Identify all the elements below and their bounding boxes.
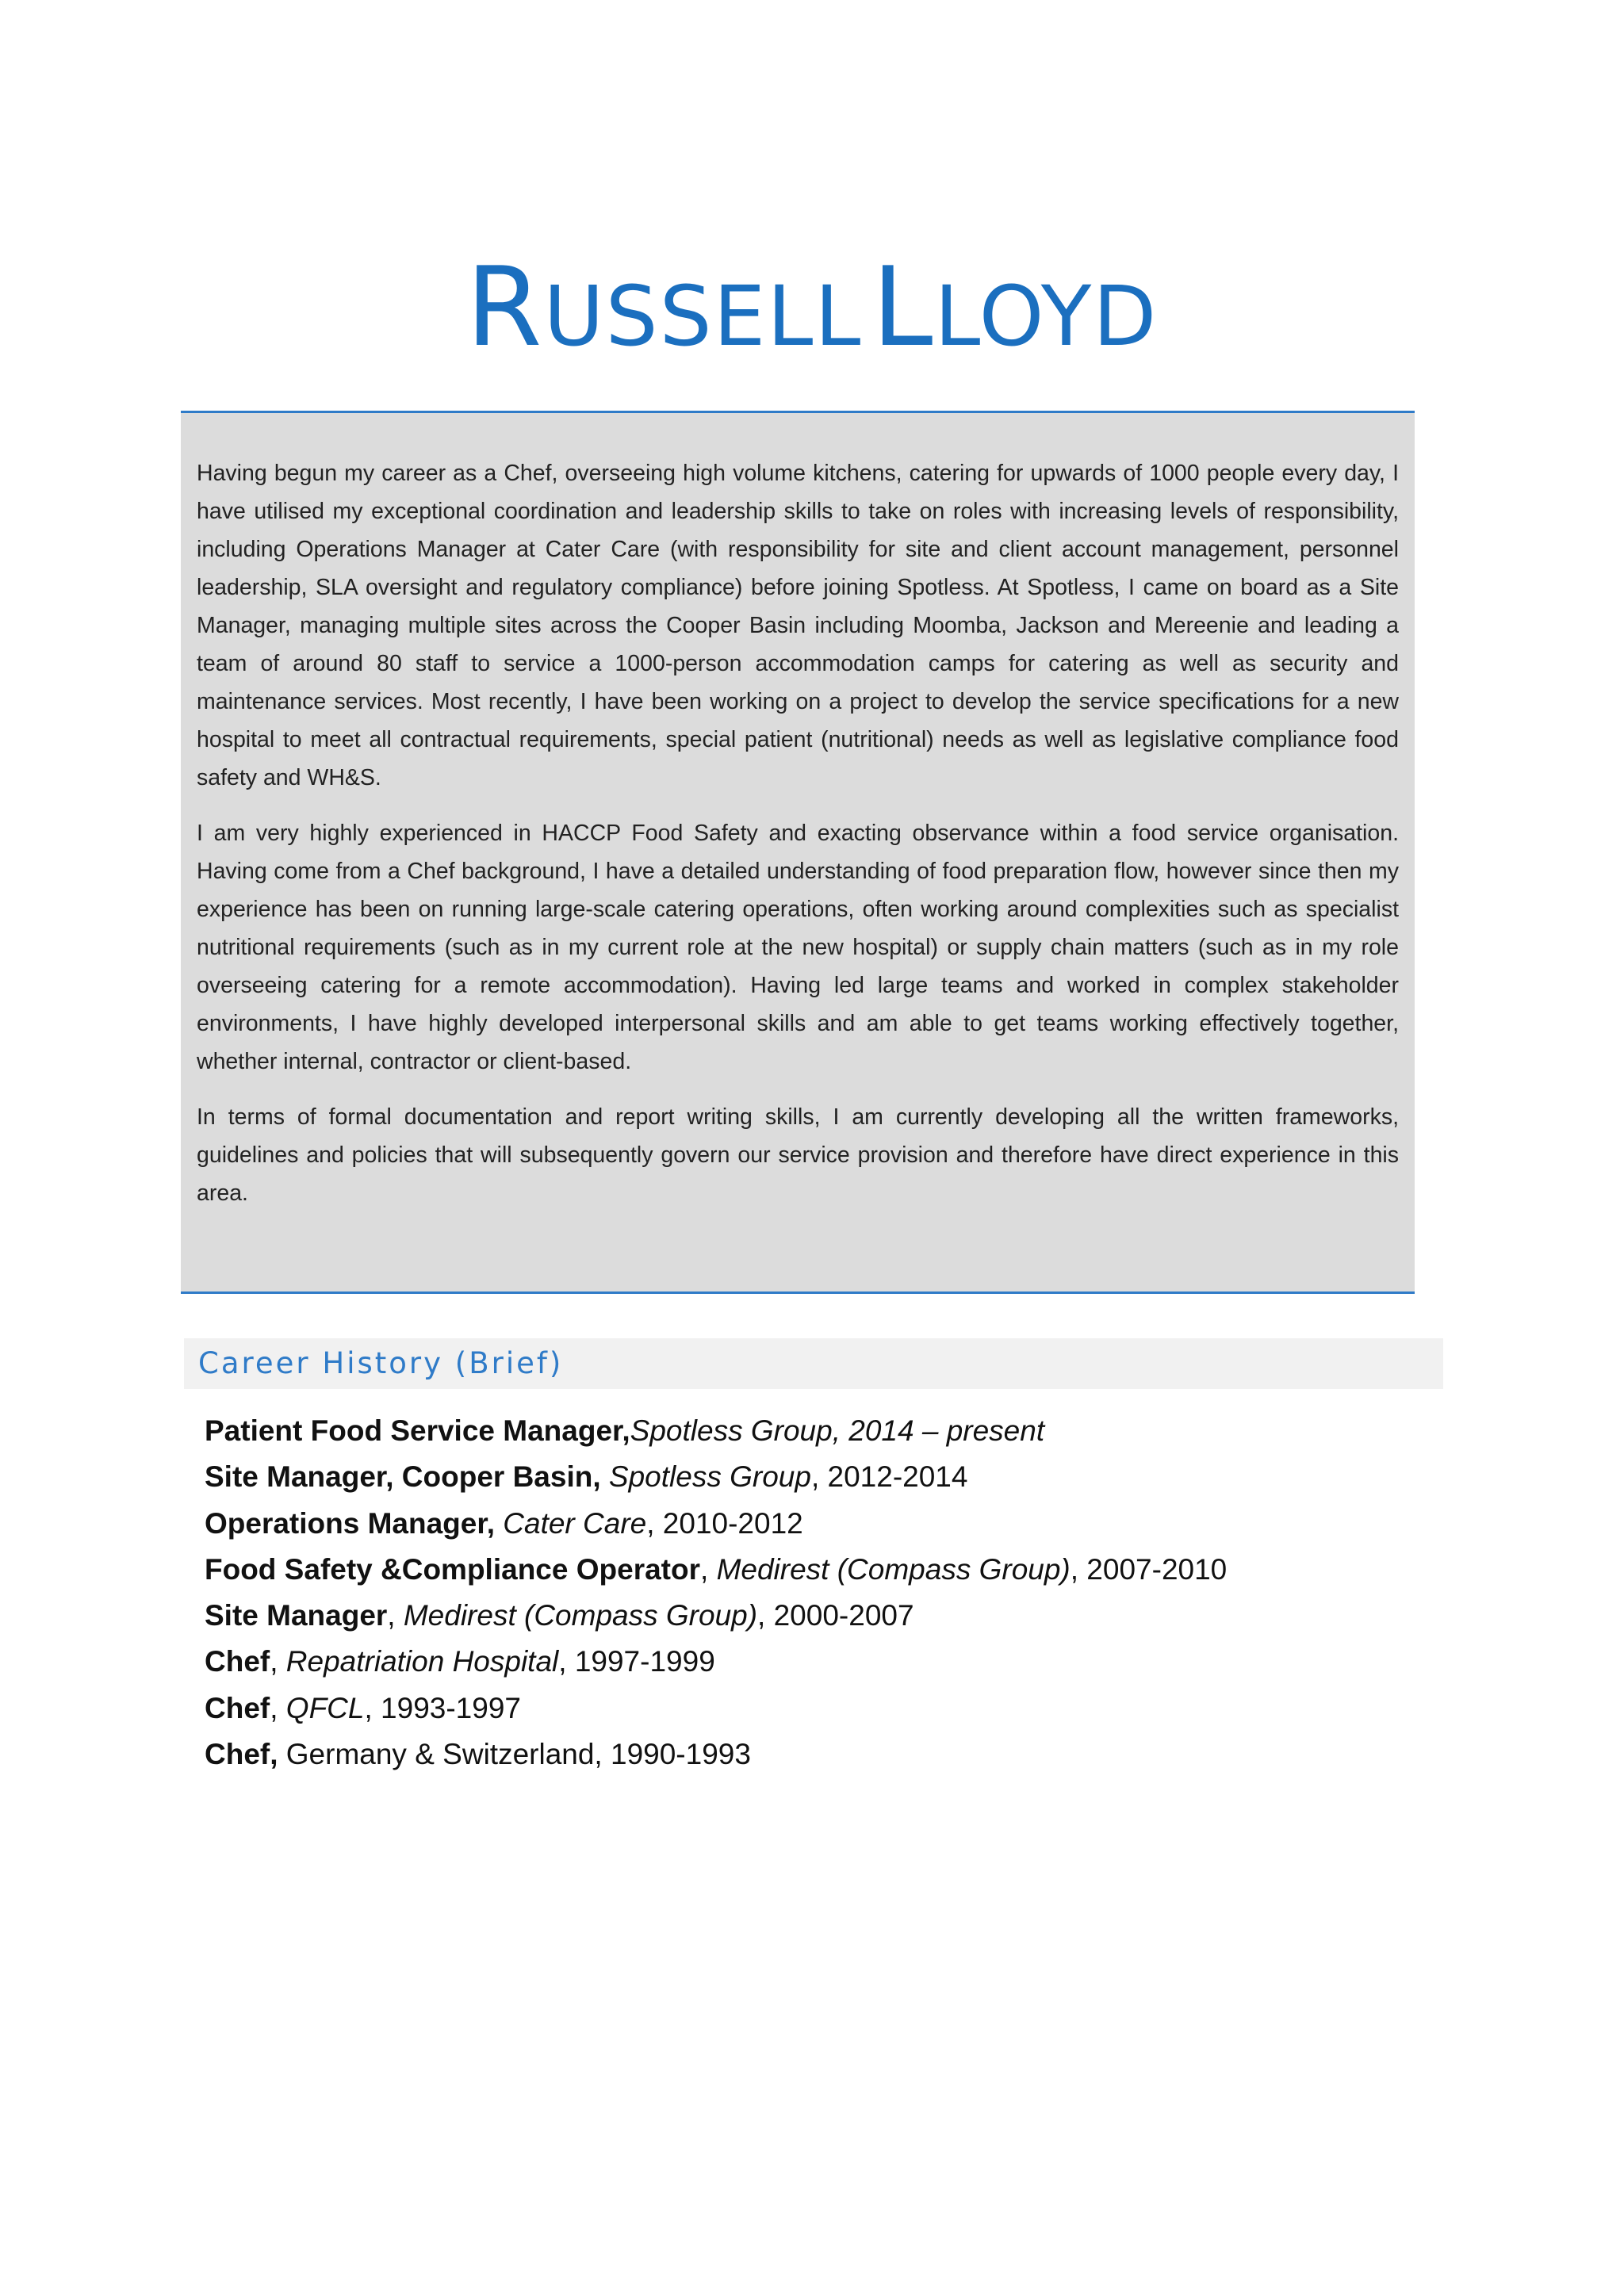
summary-paragraph-1: Having begun my career as a Chef, overseeing high volume kitchens, catering for upwards of 1000 people every day, I have utilised my exceptional coordination and leadership skills to take on roles with increasing levels of responsibility, including Operations Manager at Cater Care (with responsibility for site and client account management, personnel leadership, SLA oversight and regulatory compliance) before joining Spotless. At Spotless, I came on board as a Site Manager, managing multiple sites across the Cooper Basin including Moomba, Jackson and Mereenie and leading a team of around 80 staff to service a 1000-person accommodation camps for catering as well as security and maintenance services. Most recently, I have been working on a project to develop the service specifications for a new hospital to meet all contractual requirements, special patient (nutritional) needs as well as legislative compliance food safety and WH&S. xyxy=(197,461,1399,790)
career-role: Operations Manager, xyxy=(205,1506,495,1540)
career-item xyxy=(205,1454,1394,1500)
career-separator xyxy=(278,1738,286,1770)
career-separator: , xyxy=(270,1645,286,1678)
career-separator xyxy=(495,1507,503,1540)
career-separator: , xyxy=(270,1691,286,1724)
career-organisation: Repatriation Hospital xyxy=(285,1645,559,1678)
career-item xyxy=(205,1547,1394,1593)
career-item xyxy=(205,1593,1394,1639)
career-organisation: Spotless Group xyxy=(608,1460,811,1494)
career-item xyxy=(205,1408,1394,1454)
career-organisation: QFCL xyxy=(285,1691,365,1724)
career-history-title: Career History (Brief) xyxy=(198,1346,564,1380)
career-years: , 1997-1999 xyxy=(558,1645,715,1678)
summary-paragraph-3: In terms of formal documentation and report writing skills, I am currently developing all the written frameworks, guidelines and policies that will subsequently govern our service provision and therefore have direct experience in this area. xyxy=(197,1104,1399,1206)
career-role: Food Safety &Compliance Operator xyxy=(205,1552,700,1586)
career-role: Chef xyxy=(205,1691,270,1724)
career-role: Chef xyxy=(205,1645,270,1678)
career-years: Germany & Switzerland, 1990-1993 xyxy=(285,1738,751,1771)
career-role: Site Manager, Cooper Basin, xyxy=(205,1460,601,1494)
name-first-rest: USSELL xyxy=(543,268,863,365)
candidate-name xyxy=(0,243,1624,372)
profile-summary-box xyxy=(181,411,1415,1294)
career-separator: , xyxy=(387,1599,404,1632)
name-last-initial: L xyxy=(871,243,935,372)
career-years: , 1993-1997 xyxy=(364,1691,521,1724)
career-organisation: Cater Care xyxy=(503,1506,647,1540)
career-role: Site Manager xyxy=(205,1599,388,1632)
career-item xyxy=(205,1501,1394,1547)
career-role: Chef, xyxy=(205,1738,278,1771)
career-history-list xyxy=(205,1408,1394,1777)
name-last-rest: LOYD xyxy=(934,268,1159,365)
career-separator: , xyxy=(700,1552,717,1586)
career-years: , 2007-2010 xyxy=(1070,1552,1228,1586)
career-years: , 2010-2012 xyxy=(646,1506,803,1540)
career-item xyxy=(205,1639,1394,1685)
career-item xyxy=(205,1686,1394,1732)
career-organisation: Medirest (Compass Group) xyxy=(403,1599,758,1632)
career-history-header xyxy=(184,1338,1443,1389)
career-item xyxy=(205,1732,1394,1777)
career-years: , 2000-2007 xyxy=(757,1599,914,1632)
career-organisation: Spotless Group, 2014 – present xyxy=(630,1414,1045,1447)
name-first-initial: R xyxy=(465,243,544,372)
career-organisation: Medirest (Compass Group) xyxy=(716,1552,1071,1586)
career-years: , 2012-2014 xyxy=(810,1460,968,1494)
career-role: Patient Food Service Manager, xyxy=(205,1414,630,1447)
summary-paragraph-2: I am very highly experienced in HACCP Food Safety and exacting observance within a food service organisation. Having come from a Chef background, I have a detailed understanding of food preparation flow, however since then my experience has been on running large-scale catering operations, often working around complexities such as specialist nutritional requirements (such as in my current role at the new hospital) or supply chain matters (such as in my role overseeing catering for a remote accommodation). Having led large teams and worked in complex stakeholder environments, I have highly developed interpersonal skills and am able to get teams working effectively together, whether internal, contractor or client-based. xyxy=(197,821,1399,1074)
career-separator xyxy=(601,1460,609,1493)
